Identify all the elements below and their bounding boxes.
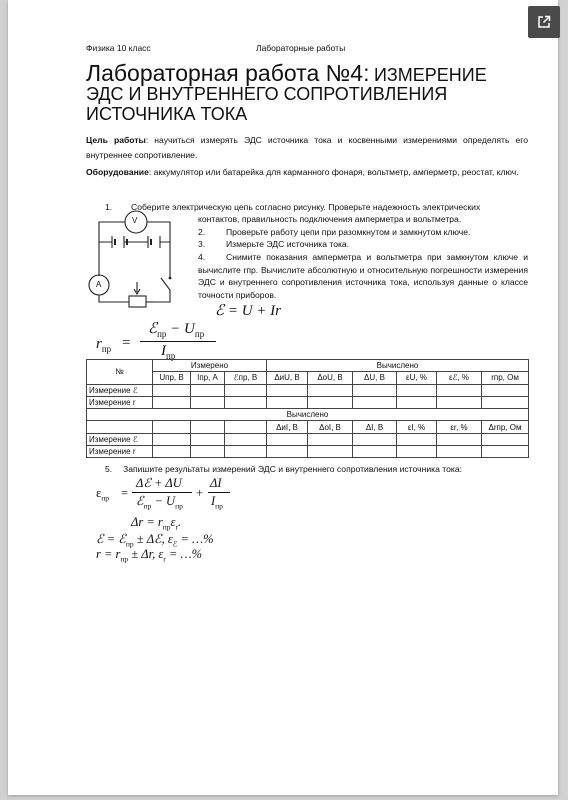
circuit-diagram (84, 200, 194, 310)
title-caps-3: ИСТОЧНИКА ТОКА (86, 103, 248, 124)
step-5-number: 5. (105, 464, 113, 474)
row-label-r: Измерение r (87, 396, 153, 408)
table-row (87, 433, 529, 445)
col-u: Uпр, В (153, 372, 191, 384)
row-label-r-2: Измерение r (87, 446, 153, 458)
goal-text: : научиться измерять ЭДС источника тока и косвенными измерениями определять его внутреннее сопротивление. (86, 135, 528, 161)
step-4-number: 4. (198, 252, 206, 262)
equipment-text: : аккумулятор или батарейка для карманного фонаря, вольтметр, амперметр, реостат, ключ. (148, 167, 519, 177)
col-eps-i: εI, % (397, 421, 437, 433)
document-page: Физика 10 класс Лабораторные работы Лабораторная работа №4: ИЗМЕРЕНИЕ ЭДС И ВНУТРЕННЕГО СОПРОТИВЛЕНИЯ ИСТОЧНИКА ТОКА Цель работы: научиться измерять ЭДС источника тока и косвенными измерениями определять его внутреннее сопротивление. Оборудование: аккумулятор или батарейка для карманного фонаря, вольтметр, амперметр, реостат, ключ. V A 1. Соберите электрическую цепь согласно рисунку. Проверьте надежность электрических контактов, правильность подключения амперметра и вольтметра. 2. Проверьте работу цепи при разомкнутом и замкнутом ключе. 3. Измерьте ЭДС источника тока. 4. Снимите показания амперметра и вольтметра при замкнутом ключе и вычислите rпр. Вычислите абсолютную и относительную погрешности измерения ЭДС и внутреннего сопротивления источника тока, используя данные о классе точности приборов. ℰ = U + Ir $r_{пр}$ = ℰ$_{пр}$ − $U_{пр}$ $I_{пр}$ № Измерено Вычислено Uпр, В Iпр, А ℰпр, В ΔиU, В ΔоU, В ΔU, В εU, % εℰ, % rпр, Ом Измерение ℰ Измерение r Вычислено ΔиI, В ΔоI, В ΔI, В εI, % εr, % Δrпр, Ом Измерение ℰ Измерение r 5. Запишите результаты измерений ЭДС и внутреннего сопротивления источника тока: $\varepsilon_{пр}$ = Δℰ + ΔU ℰ$_{пр}$ − $U_{пр}$ + ΔI $I_{пр}$ $\Delta r = r_{пр}\varepsilon_r$. ℰ = ℰ$_{пр}$ ± Δℰ, $\varepsilon_ℰ$ = …% $r = r_{пр} \pm \Delta r$, $\varepsilon_r$ = …% (8, 0, 558, 795)
dr-formula: $\Delta r = r_{пр}\varepsilon_r$. (131, 515, 182, 532)
voltmeter-label: V (132, 216, 138, 225)
col-r: rпр, Ом (482, 372, 529, 384)
step-3-text: Измерьте ЭДС источника тока. (226, 239, 350, 249)
step-4-text: Снимите показания амперметра и вольтметра при замкнутом ключе и вычислите rпр. Вычислите абсолютную и относительную погрешности измерения ЭДС и внутреннего сопротивления источника тока, используя данные о классе точности приборов. (198, 252, 528, 300)
col-dr: Δrпр, Ом (482, 421, 529, 433)
col-du-read: ΔоU, В (308, 372, 353, 384)
col-du-instr: ΔиU, В (267, 372, 308, 384)
col-eps-emf: εℰ, % (437, 372, 482, 384)
col-eps-r: εr, % (437, 421, 482, 433)
goal-paragraph (86, 133, 528, 163)
step-5-text: Запишите результаты измерений ЭДС и внутреннего сопротивления источника тока: (123, 464, 462, 474)
equipment-label: Оборудование (86, 167, 149, 177)
col-di: ΔI, В (353, 421, 397, 433)
row-label-emf: Измерение ℰ (87, 384, 153, 396)
external-link-icon (537, 15, 551, 29)
open-in-new-window-button[interactable] (528, 6, 560, 38)
r-result: $r = r_{пр} \pm \Delta r$, $\varepsilon_r$ = …% (96, 547, 203, 564)
table-row (87, 446, 529, 458)
header-subject: Физика 10 класс (86, 43, 151, 53)
table-row (87, 384, 529, 396)
header-section: Лабораторные работы (256, 43, 346, 53)
computed-header-2: Вычислено (87, 409, 529, 421)
table-row (87, 396, 529, 408)
goal-label: Цель работы (86, 135, 146, 145)
title-main: Лабораторная работа №4: (86, 60, 370, 86)
computed-header: Вычислено (267, 360, 529, 372)
step-1-number: 1. (105, 202, 113, 212)
col-du: ΔU, В (353, 372, 397, 384)
col-number-header: № (87, 360, 153, 385)
col-di-instr: ΔиI, В (267, 421, 308, 433)
measured-header: Измерено (153, 360, 267, 372)
equipment-paragraph (86, 165, 528, 180)
title-caps-1: ИЗМЕРЕНИЕ (373, 65, 487, 85)
emf-formula: ℰ = U + Ir (215, 303, 281, 319)
step-2-number: 2. (198, 227, 206, 237)
page-title (86, 62, 526, 124)
emf-result: ℰ = ℰ$_{пр}$ ± Δℰ, $\varepsilon_ℰ$ = …% (96, 532, 214, 549)
ammeter-label: A (96, 280, 102, 289)
title-caps-2: ЭДС И ВНУТРЕННЕГО СОПРОТИВЛЕНИЯ (86, 84, 448, 105)
step-1-line-1: Соберите электрическую цепь согласно рисунку. Проверьте надежность электрических (131, 202, 481, 212)
col-eps-u: εU, % (397, 372, 437, 384)
step-2-text: Проверьте работу цепи при разомкнутом и замкнутом ключе. (226, 227, 471, 237)
col-emf: ℰпр, В (225, 372, 267, 384)
results-table (86, 359, 529, 458)
row-label-emf-2: Измерение ℰ (87, 433, 153, 445)
step-3-number: 3. (198, 239, 206, 249)
col-di-read: ΔоI, В (308, 421, 353, 433)
col-i: Iпр, А (191, 372, 225, 384)
step-1-line-2: контактов, правильность подключения амперметра и вольтметра. (198, 214, 462, 224)
